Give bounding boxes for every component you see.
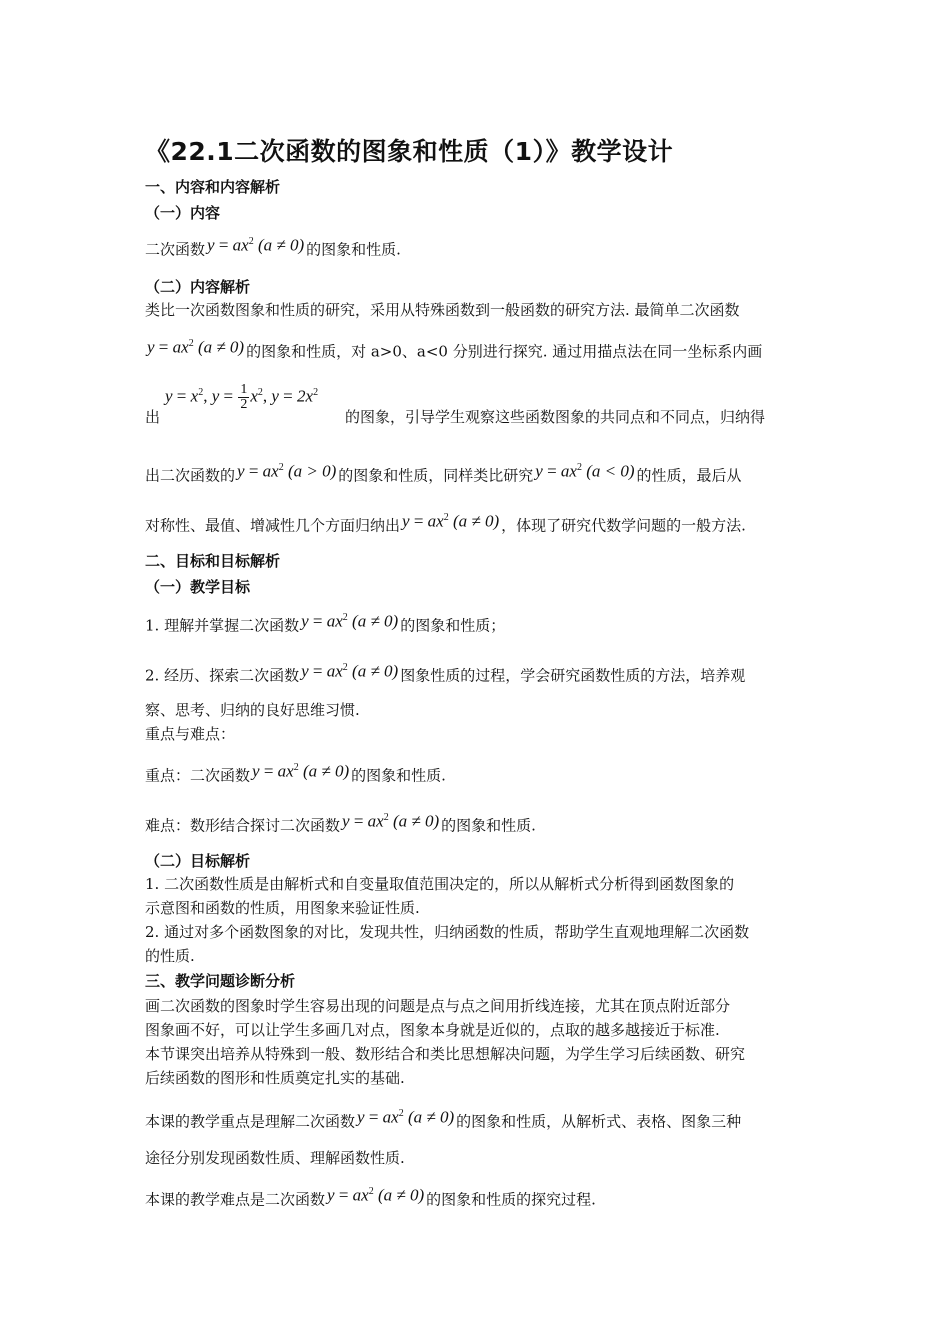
goal-item-continued: 察、思考、归纳的良好思维习惯. (145, 701, 360, 719)
content-line: 二次函数 $y = ax^2$ (a ≠ 0) 的图象和性质. (145, 232, 401, 260)
section-heading-content: 一、内容和内容解析 (145, 178, 281, 196)
paragraph-line: 的性质. (145, 947, 195, 965)
paragraph-line: 后续函数的图形和性质奠定扎实的基础. (145, 1069, 405, 1087)
paragraph-line: 1. 二次函数性质是由解析式和自变量取值范围决定的，所以从解析式分析得到函数图象的 (145, 875, 735, 893)
goal-item: 1. 理解并掌握二次函数 $y = ax^2$ (a ≠ 0) 的图象和性质； (145, 608, 505, 636)
goal-item: 2. 经历、探索二次函数 $y = ax^2$ (a ≠ 0) 图象性质的过程，学会研究函数性质的方法，培养观 (145, 658, 745, 686)
subheading-teaching-goals: （一）教学目标 (145, 578, 251, 596)
section-heading-diagnosis: 三、教学问题诊断分析 (145, 972, 296, 990)
formula: $y = x^2$, y = $\frac{1}{2}$ $x^2$, $y = 2x^2$ (165, 382, 319, 412)
formula: $y = ax^2$ (a ≠ 0) (402, 511, 500, 531)
formula: $y = ax^2$ (a ≠ 0) (147, 337, 245, 357)
formula: $y = ax^2$ (a ≠ 0) (342, 811, 440, 831)
page-title: 《22.1二次函数的图象和性质（1）》教学设计 (145, 137, 674, 166)
subheading-goal-analysis: （二）目标解析 (145, 852, 251, 870)
paragraph-line: 2. 通过对多个函数图象的对比，发现共性，归纳函数的性质，帮助学生直观地理解二次函数 (145, 923, 750, 941)
paragraph-line: 对称性、最值、增减性几个方面归纳出 $y = ax^2$ (a ≠ 0) ，体现了研究代数学问题的一般方法. (145, 508, 746, 536)
paragraph-line: 出二次函数的 $y = ax^2$ (a > 0) 的图象和性质，同样类比研究 $y = ax^2$ (a < 0) 的性质，最后从 (145, 458, 742, 486)
subheading-content: （一）内容 (145, 204, 221, 222)
formula: $y = ax^2$ (a ≠ 0) (357, 1107, 455, 1127)
key-point: 重点：二次函数 $y = ax^2$ (a ≠ 0) 的图象和性质. (145, 758, 446, 786)
paragraph-line: 本节课突出培养从特殊到一般、数形结合和类比思想解决问题，为学生学习后续函数、研究 (145, 1045, 746, 1063)
difficult-point: 难点：数形结合探讨二次函数 $y = ax^2$ (a ≠ 0) 的图象和性质. (145, 808, 536, 836)
formula: $y = ax^2$ (a > 0) (237, 461, 337, 481)
paragraph-line: 本课的教学重点是理解二次函数 $y = ax^2$ (a ≠ 0) 的图象和性质，从解析式、表格、图象三种 (145, 1104, 741, 1132)
section-heading-goals: 二、目标和目标解析 (145, 552, 281, 570)
paragraph-line: 途径分别发现函数性质、理解函数性质. (145, 1149, 405, 1167)
formula: $y = ax^2$ (a ≠ 0) (301, 661, 399, 681)
paragraph-line: 类比一次函数图象和性质的研究，采用从特殊函数到一般函数的研究方法. 最简单二次函数 (145, 301, 740, 319)
formula: $y = ax^2$ (a ≠ 0) (252, 761, 350, 781)
formula: $y = ax^2$ (a ≠ 0) (327, 1185, 425, 1205)
formula: $y = ax^2$ (a ≠ 0) (207, 235, 305, 255)
subheading-content-analysis: （二）内容解析 (145, 278, 251, 296)
formula: $y = ax^2$ (a < 0) (535, 461, 635, 481)
paragraph-line: $y = ax^2$ (a ≠ 0) 的图象和性质，对 a>0、a<0 分别进行探究. 通过用描点法在同一坐标系内画 (145, 334, 762, 362)
paragraph-line: 图象画不好，可以让学生多画几对点，图象本身就是近似的，点取的越多越接近于标准. (145, 1021, 720, 1039)
paragraph-line: 出 $y = x^2$, y = $\frac{1}{2}$ $x^2$, $y = 2x^2$ 的图象，引导学生观察这些函数图象的共同点和不同点，归纳得 (145, 382, 766, 426)
paragraph-line: 示意图和函数的性质，用图象来验证性质. (145, 899, 420, 917)
key-points-title: 重点与难点： (145, 725, 236, 743)
formula: $y = ax^2$ (a ≠ 0) (301, 611, 399, 631)
paragraph-line: 画二次函数的图象时学生容易出现的问题是点与点之间用折线连接，尤其在顶点附近部分 (145, 997, 731, 1015)
paragraph-line: 本课的教学难点是二次函数 $y = ax^2$ (a ≠ 0) 的图象和性质的探究过程. (145, 1182, 596, 1210)
